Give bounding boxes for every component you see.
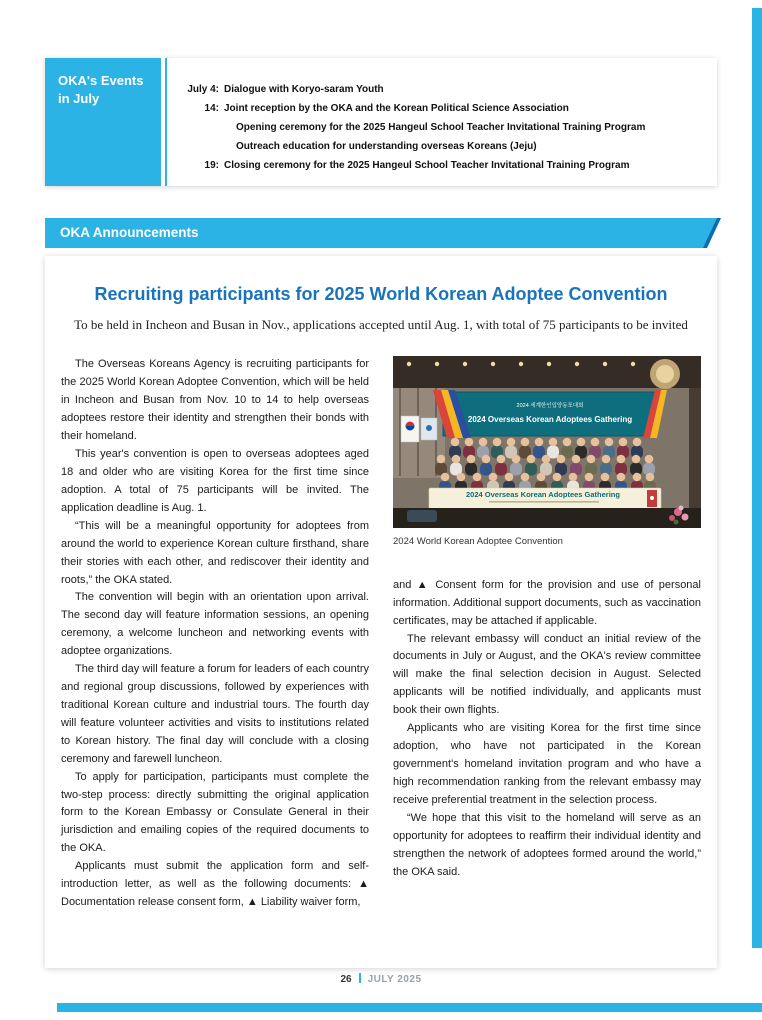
article-subtitle: To be held in Incheon and Busan in Nov., applications accepted until Aug. 1, with total of 75 participants to be invited [74,316,688,332]
article-paragraph: “This will be a meaningful opportunity for adoptees from around the world to experience Korean culture firsthand, share their stories with each other, and rediscover their identity and roots,” the OKA stated. [61,519,369,586]
events-box-title-line1: OKA's Events [58,73,144,88]
article-paragraph: “We hope that this visit to the homeland will serve as an opportunity for adoptees to reaffirm their individual identity and strengthen the network of adoptees formed around the world,” the OKA said. [393,811,701,878]
article-left-column [61,356,369,912]
article-paragraph: The convention will begin with an orientation upon arrival. The second day will feature information sessions, an opening ceremony, a welcome luncheon and networking events with adoptee organizations. [61,591,369,658]
front-banner-text: 2024 Overseas Korean Adoptees Gathering [466,490,620,500]
article-paragraph: Applicants must submit the application form and self-introduction letter, as well as the following documents: ▲ Documentation release consent form, ▲ Liability waiver form, [61,860,369,909]
page-edge-bar-bottom [57,1003,762,1012]
convention-photo-illustration [393,356,701,528]
event-text: Closing ceremony for the 2025 Hangeul School Teacher Invitational Training Program [224,160,630,171]
events-box-title-line2: in July [58,90,100,106]
issue-label: JULY 2025 [367,974,422,985]
article-paragraph: To apply for participation, participants must complete the two-step process: directly submitting the original application form to the Korean Embassy or Consulate General in their jurisdiction and emailing copies of the required documents to the OKA. [61,770,369,855]
event-text: Joint reception by the OKA and the Korean Political Science Association [224,103,569,114]
article-paragraph: The third day will feature a forum for leaders of each country and regional group discussions, followed by experiences with traditional Korean culture and industrial tours. The fourth day will feature volunteer activities and visits to institutions related to Korean history. The final day will conclude with a closing ceremony and farewell luncheon. [61,663,369,765]
photo-caption: 2024 World Korean Adoptee Convention [393,536,563,548]
events-section [45,58,717,186]
event-date: 14: [204,103,219,114]
announcements-banner [45,218,717,248]
article-card [45,256,717,968]
article-paragraph: Applicants who are visiting Korea for the first time since adoption, who have not participated in the Korean government's homeland invitation program and who have a high recommendation ranking from the relevant embassy may receive preferential treatment in the selection process. [393,722,701,806]
event-date: July 4: [187,84,219,95]
article-title: Recruiting participants for 2025 World Korean Adoptee Convention [94,284,668,304]
event-text: Dialogue with Koryo-saram Youth [224,84,384,95]
korean-flag-icon [401,416,419,442]
event-item [173,118,709,137]
article-right-column [393,356,701,912]
backdrop-text-english: 2024 Overseas Korean Adoptees Gathering [467,415,633,425]
article-paragraph: and ▲ Consent form for the provision and use of personal information. Additional support documents, such as vaccination certificates, may be attached if applicable. [393,578,701,627]
footer-divider [359,973,361,983]
article-paragraph: The Overseas Koreans Agency is recruiting participants for the 2025 World Korean Adoptee Convention, which will be held in Incheon and Busan from Nov. 10 to 14 to help overseas adoptees restore their identity and strengthen their bonds with their homeland. [61,358,369,443]
page-number: 26 [340,974,352,985]
photo-ceiling [393,356,701,389]
convention-photo [393,356,701,528]
events-list [167,58,717,186]
agency-flag-icon [421,418,437,440]
article-paragraph: This year's convention is open to overseas adoptees aged 18 and older who are visiting Korea for the first time since adoption. A total of 75 participants will be invited. The application deadline is Aug. 1. [61,448,369,514]
photo-stage-backdrop [443,392,657,436]
event-text: Outreach education for understanding overseas Koreans (Jeju) [236,141,537,152]
event-item [173,156,709,175]
event-item [173,137,709,156]
event-item [173,99,709,118]
photo-floor [393,506,701,529]
page-edge-bar-right [752,8,762,948]
event-text: Opening ceremony for the 2025 Hangeul School Teacher Invitational Training Program [236,122,646,133]
event-date [173,118,219,137]
article-paragraph: The relevant embassy will conduct an initial review of the documents in July or August, and the OKA's review committee will make the final selection decision in August. Selected applicants will be notified individually, and applicants must book their own flights. [393,632,701,717]
article-columns [45,356,717,912]
announcements-banner-label: OKA Announcements [60,225,199,240]
backdrop-text-korean: 2024 세계한인입양동포대회 [516,403,584,410]
event-date: 19: [204,160,219,171]
page-footer [45,973,717,985]
events-box [45,58,161,186]
event-item [173,80,709,99]
event-date [173,137,219,156]
photo-front-banner [429,488,661,509]
